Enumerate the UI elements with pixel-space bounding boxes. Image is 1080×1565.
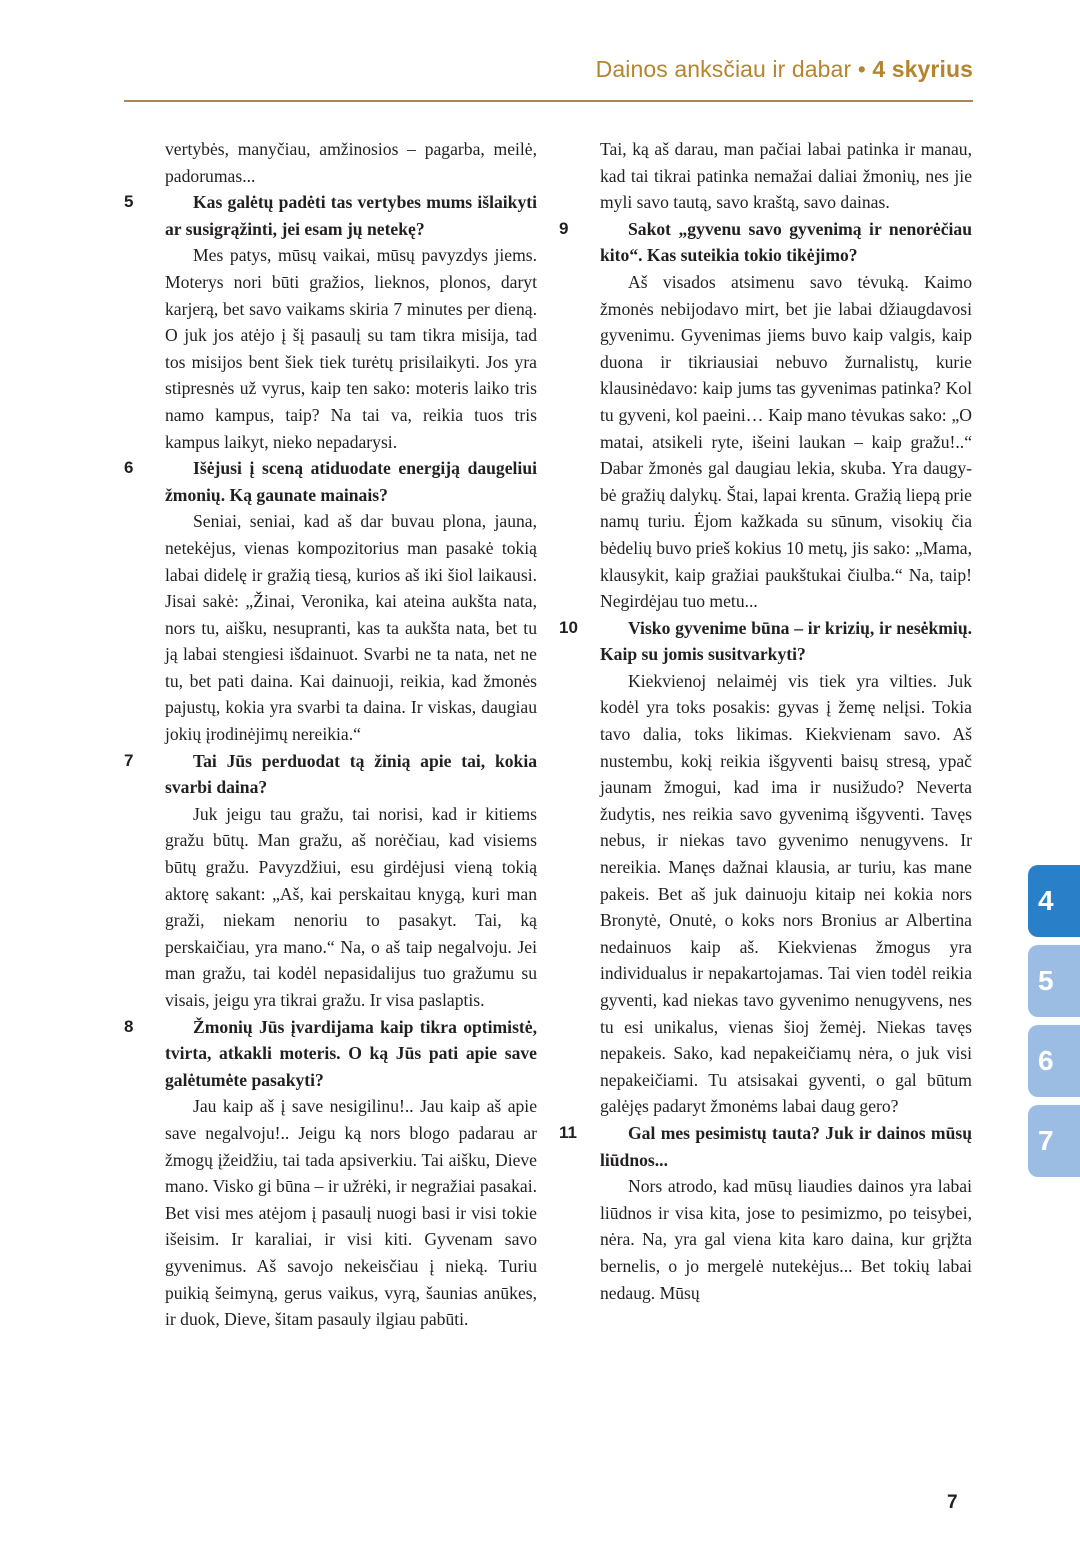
answer-8: Jau kaip aš į save nesigilinu!.. Jau kaip aš apie save negalvoju!.. Jeigu ką nors blogo padarau ar žmogų įžeidžiu, tai tada apsiverkiu. Tai aišku, Dieve mano. Visko gi būna – ir užrėki, ir negražiai pasakai. Bet visi mes atėjom į pasaulį nuogi basi ir visi tokie išeisim. Ir karaliai, ir visi kiti. Gyvenam savo gyvenimus. Aš savojo nekeisčiau į nieką. Turiu puikią šeimyną, gerus vaikus, vyrą, šaunias anūkes, ir duok, Dieve, šitam pasauly ilgiau pabūti. — [165, 1096, 537, 1330]
question-text: Kas galėtų padėti tas vertybes mums išlaikyti ar susigrąžinti, jei esam jų netekę? — [165, 192, 537, 239]
question-text: Išėjusi į sceną atiduodate energiją daugeliui žmonių. Ką gaunate mainais? — [165, 458, 537, 505]
answer-6: Seniai, seniai, kad aš dar buvau plona, jauna, netekėjus, vienas kompozitorius man pasakė tokią labai didelę ir gražią tiesą, kurios aš iki šiol laikausi. Jisai sakė: „Žinai, Veronika, kai ateina aukšta nata, nors tu, aišku, nesupranti, kas ta aukšta nata, bet tu ją labai stengiesi išdainuot. Svarbi ne ta nata, net ne tu, bet pati daina. Kai dainuoji, reikia, kad žmonės pajustų, kokia yra svarbi ta daina. Ir viskas, daugiau jokių įrodinėjimų nereikia.“ — [165, 511, 537, 745]
question-11 — [559, 1120, 972, 1173]
answer-7: Juk jeigu tau gražu, tai norisi, kad ir kitiems gražu būtų. Man gražu, aš norėčiau, kad visiems būtų gražu. Pavyzdžiui, esu girdėjusi vieną tokią aktorę sakant: „Aš, kai perskaitau knygą, kuri man graži, niekam nenoriu to pasakyt. Tai, ką perskaičiau, yra mano.“ Na, o aš taip negalvoju. Jei man gražu, tai kodėl nepasidalijus tuo gražumu su visais, jeigu yra tikrai gražu. Ir visa paslaptis. — [165, 803, 537, 1010]
question-number: 6 — [124, 458, 134, 478]
chapter-tab-6[interactable]: 6 — [1028, 1025, 1080, 1097]
question-5 — [124, 189, 537, 242]
chapter-tab-4[interactable]: 4 — [1028, 865, 1080, 937]
question-number: 7 — [124, 750, 134, 770]
chapter-label: 4 skyrius — [872, 56, 973, 82]
chapter-tab-7[interactable]: 7 — [1028, 1105, 1080, 1177]
paragraph-continued: vertybės, manyčiau, amžinosios – pagarba, meilė, padorumas... — [165, 139, 537, 186]
question-number: 8 — [124, 1016, 134, 1036]
question-9 — [559, 216, 972, 269]
question-text: Visko gyvenime būna – ir krizių, ir nesėkmių. Kaip su jomis susitvarkyti? — [600, 617, 972, 665]
answer-11: Nors atrodo, kad mūsų liaudies dainos yra labai liūdnos ir visa kita, jose to pesimizmo, po teisybei, nėra. Na, yra gal viena kita karo daina, kur grįžta bernelis, o jo mergelė nutekėjus... Bet tokių labai nedaug. Mūsų — [600, 1176, 972, 1303]
question-7 — [124, 748, 537, 801]
question-text: Gal mes pesimistų tauta? Juk ir dainos mūsų liūdnos... — [600, 1122, 972, 1170]
question-text: Sakot „gyvenu savo gyvenimą ir nenorėčiau kito“. Kas suteikia tokio tikėjimo? — [600, 218, 972, 266]
question-10 — [559, 615, 972, 668]
page-number: 7 — [947, 1492, 958, 1513]
question-text: Tai Jūs perduodat tą žinią apie tai, kokia svarbi daina? — [165, 750, 537, 798]
book-section-title: Dainos anksčiau ir dabar — [595, 56, 852, 82]
question-number: 11 — [559, 1122, 577, 1142]
header-text — [596, 56, 973, 83]
chapter-tab-5[interactable]: 5 — [1028, 945, 1080, 1017]
question-number: 5 — [124, 192, 134, 212]
question-8 — [124, 1014, 537, 1094]
answer-5: Mes patys, mūsų vaikai, mūsų pavyzdys jiems. Moterys nori būti gražios, lieknos, plonos, daryt karjerą, bet savo vaikams skiria 7 minutes per dieną. O juk jos atėjo į šį pasaulį su tam tikra misija, tad tos misijos bent šiek tiek turėtų prisilaikyti. Jos yra stipresnės už vyrus, kaip ten sako: moteris laiko tris namo kampus, taip? Na tai va, reikia tuos tris kampus laikyt, nieko nepadarysi. — [165, 245, 537, 452]
paragraph-continued: Tai, ką aš darau, man pačiai labai patinka ir manau, kad tai tikrai patinka nemažai daliai žmonių, nes jie myli savo tautą, savo kraštą, savo dainas. — [600, 139, 972, 213]
question-6 — [124, 455, 537, 508]
right-column — [559, 136, 972, 1306]
header-separator: • — [851, 56, 873, 82]
answer-9: Aš visados atsimenu savo tėvuką. Kaimo žmonės nebijodavo mirt, bet jie labai džiaugdavosi gyvenimu. Gyvenimas jiems buvo kaip valgis, kaip duona ir tikriausiai nebuvo žurnalistų, kurie klausinėdavo: kaip jums tas gyvenimas patinka? Kol tu gyveni, kol paeini… Kaip mano tėvukas sako: „O matai, atsikeli ryte, išeini laukan – kaip gražu!..“ Dabar žmonės gal daugiau lekia, skuba. Yra daugybė gražių dalykų. Štai, lapai krenta. Gražią liepą prie namų turiu. Ėjom kažkada su sūnum, visokių čia bėdelių buvo prieš kokius 10 metų, jis sako: „Mama, klausykit, kaip gražiai paukštukai čiulba.“ Na, taip! Negirdėjau tuo metu... — [600, 271, 972, 612]
question-number: 10 — [559, 617, 578, 637]
left-column — [124, 136, 537, 1333]
running-header — [124, 56, 973, 102]
question-number: 9 — [559, 218, 569, 238]
answer-10: Kiekvienoj nelaimėj vis tiek yra vilties. Juk kodėl yra toks posakis: gyvas į žemę nelįsi. Tokia tavo dalia, toks likimas. Kiekvienam savo. Aš nustembu, kokį reikia išgyventi baisų stresą, ypač jaunam žmogui, kad ima ir nusižudo? Neverta žudytis, nes reikia savo gyvenimą išgyventi. Tavęs nebus, ir niekas tavo gyvenimo nenugyvens. Ir nereikia. Manęs dažnai klausia, ar turiu, kas mane pakeis. Bet aš juk dainuoju kitaip nei kokia nors Bronytė, Onutė, o koks nors Bronius ar Albertina nedainuos kaip aš. Kiekvienas žmogus yra individualus ir nepakartojamas. Tai vien todėl reikia gyventi, kad niekas tavo gyvenimo nenugyvens, nes tu esi unikalus, vienas šioj žemėj. Niekas tavęs nepakeis. Sako, kad nepakeičiamų nėra, o juk visi nepakeičiami. Tu atsisakai gyventi, o gal būtum galėjęs padaryt žmonėms labai daug gero? — [600, 670, 972, 1117]
question-text: Žmonių Jūs įvardijama kaip tikra optimistė, tvirta, atkakli moteris. O ką Jūs pati apie save galėtumėte pasakyti? — [165, 1016, 537, 1090]
